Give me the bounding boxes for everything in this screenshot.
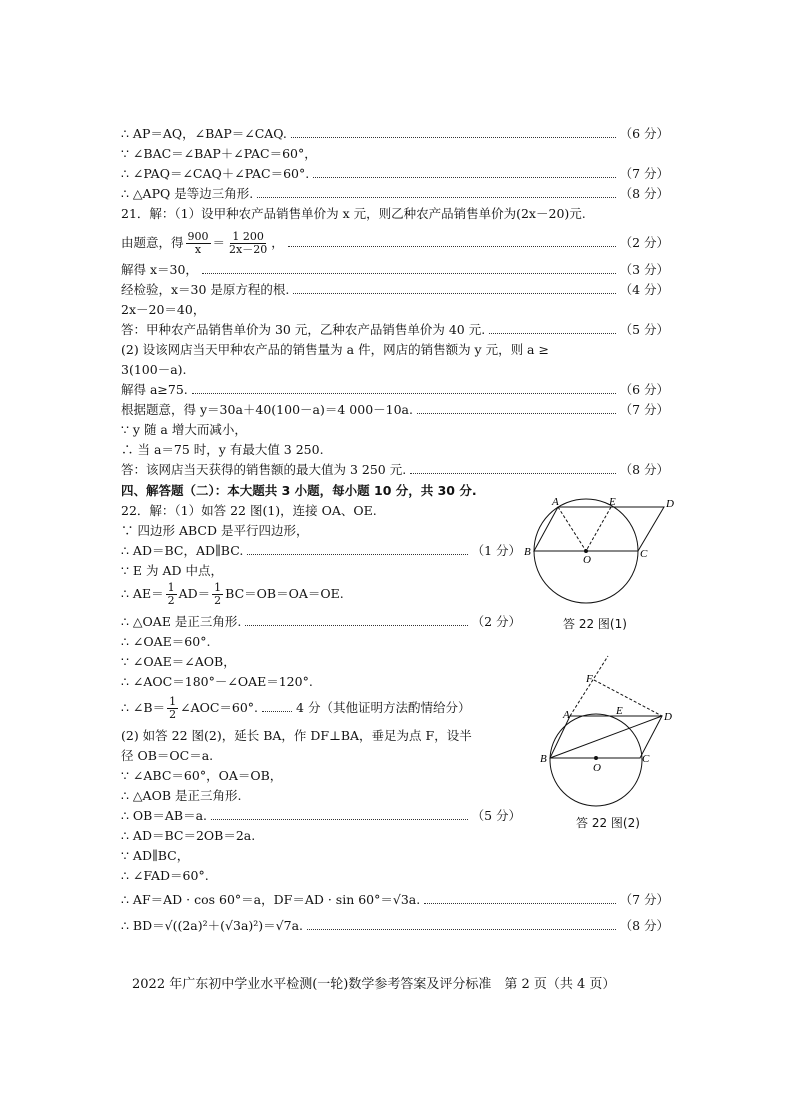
q22-line-16: ∴ AD＝BC＝2OB＝2a. — [121, 828, 256, 843]
fraction: $\frac{1}{2}$ — [167, 580, 175, 607]
q22-line-20: ∴ BD＝√((2a)²＋(√3a)²)＝√7a. （8 分） — [121, 918, 669, 933]
section-heading: 四、解答题（二）：本大题共 3 小题，每小题 10 分，共 30 分. — [121, 483, 477, 498]
q22-line-8: ∵ ∠OAE＝∠AOB， — [121, 654, 236, 669]
figure-22-1 — [520, 495, 680, 615]
extension-ba — [570, 656, 608, 716]
line-2: ∵ ∠BAC＝∠BAP＋∠PAC＝60°， — [121, 146, 317, 161]
line-11: (2) 设该网店当天甲种农产品的销售量为 a 件，网店的销售额为 y 元，则 a ≥ — [121, 342, 549, 357]
line-1: ∴ AP＝AQ，∠BAP＝∠CAQ. （6 分） — [121, 126, 669, 141]
center-point — [594, 756, 598, 760]
label-c: C — [642, 753, 650, 765]
q22-line-2: ∵ 四边形 ABCD 是平行四边形， — [121, 523, 309, 538]
figure-22-2 — [520, 650, 680, 810]
q22-line-17: ∵ AD∥BC， — [121, 848, 190, 863]
fraction: $\frac{900}{x}$ — [187, 229, 209, 256]
q22-line-5: ∴ AE＝ $\frac{1}{2}$ AD＝ $\frac{1}{2}$ BC＝OB＝OA＝OE. — [121, 580, 344, 607]
label-f: F — [586, 673, 593, 685]
line-6-equation: 由题意，得 $\frac{900}{x}$ ＝ $\frac{1 200}{2x-20}$ ， （2 分） — [121, 229, 669, 256]
figure-22-1-caption: 答 22 图(1) — [563, 617, 627, 631]
line-5: 21．解：（1）设甲种农产品销售单价为 x 元，则乙种农产品销售单价为(2x－20)元. — [121, 206, 586, 221]
segment-oe — [586, 507, 611, 551]
figure-22-2-caption: 答 22 图(2) — [576, 816, 640, 830]
q22-line-10: ∴ ∠B＝ $\frac{1}{2}$ ∠AOC＝60°. 4 分（其他证明方法酌情给分） — [121, 694, 471, 721]
segment-df — [594, 680, 662, 716]
label-a: A — [552, 496, 559, 508]
q22-line-14: ∴ △AOB 是正三角形. — [121, 788, 242, 803]
q22-line-11: (2) 如答 22 图(2)，延长 BA，作 DF⊥BA，垂足为点 F，设半 — [121, 728, 472, 743]
label-c: C — [640, 548, 648, 560]
center-point — [584, 549, 588, 553]
fraction: $\frac{1}{2}$ — [214, 580, 222, 607]
line-16: ∴ 当 a＝75 时，y 有最大值 3 250. — [121, 442, 324, 457]
line-7: 解得 x＝30， （3 分） — [121, 262, 669, 277]
line-17: 答：该网店当天获得的销售额的最大值为 3 250 元. （8 分） — [121, 462, 669, 477]
label-d: D — [664, 711, 672, 723]
label-o: O — [583, 554, 591, 566]
line-13: 解得 a≥75. （6 分） — [121, 382, 669, 397]
q22-line-7: ∴ ∠OAE＝60°. — [121, 634, 211, 649]
line-12: 3(100－a). — [121, 362, 187, 377]
q22-line-3: ∴ AD＝BC，AD∥BC. （1 分） — [121, 543, 521, 558]
q22-line-12: 径 OB＝OC＝a. — [121, 748, 214, 763]
label-b: B — [540, 753, 547, 765]
label-d: D — [666, 498, 674, 510]
q22-line-15: ∴ OB＝AB＝a. （5 分） — [121, 808, 521, 823]
fraction: $\frac{1 200}{2x-20}$ — [229, 229, 268, 256]
page-footer: 2022 年广东初中学业水平检测(一轮)数学参考答案及评分标准 第 2 页（共 4 页） — [132, 977, 616, 992]
q22-line-18: ∴ ∠FAD＝60°. — [121, 868, 209, 883]
q22-line-13: ∵ ∠ABC＝60°，OA＝OB， — [121, 768, 283, 783]
q22-line-9: ∴ ∠AOC＝180°－∠OAE＝120°. — [121, 674, 313, 689]
fraction: $\frac{1}{2}$ — [169, 694, 177, 721]
q22-line-6: ∴ △OAE 是正三角形. （2 分） — [121, 614, 521, 629]
line-8: 经检验，x＝30 是原方程的根. （4 分） — [121, 282, 669, 297]
line-3: ∴ ∠PAQ＝∠CAQ＋∠PAC＝60°. （7 分） — [121, 166, 669, 181]
label-b: B — [524, 546, 531, 558]
q22-line-1: 22．解：（1）如答 22 图(1)，连接 OA、OE. — [121, 503, 377, 518]
line-4: ∴ △APQ 是等边三角形. （8 分） — [121, 186, 669, 201]
line-10: 答：甲种农产品销售单价为 30 元，乙种农产品销售单价为 40 元. （5 分） — [121, 322, 669, 337]
label-e: E — [616, 705, 623, 717]
label-a: A — [563, 709, 570, 721]
label-o: O — [593, 762, 601, 774]
q22-line-4: ∵ E 为 AD 中点， — [121, 563, 224, 578]
q22-line-19: ∴ AF＝AD · cos 60°＝a，DF＝AD · sin 60°＝√3a. （7 分） — [121, 892, 669, 907]
line-14: 根据题意，得 y＝30a＋40(100－a)＝4 000－10a. （7 分） — [121, 402, 669, 417]
label-e: E — [609, 496, 616, 508]
line-15: ∵ y 随 a 增大而减小， — [121, 422, 247, 437]
segment-oa — [558, 507, 586, 551]
line-9: 2x－20＝40， — [121, 302, 206, 317]
